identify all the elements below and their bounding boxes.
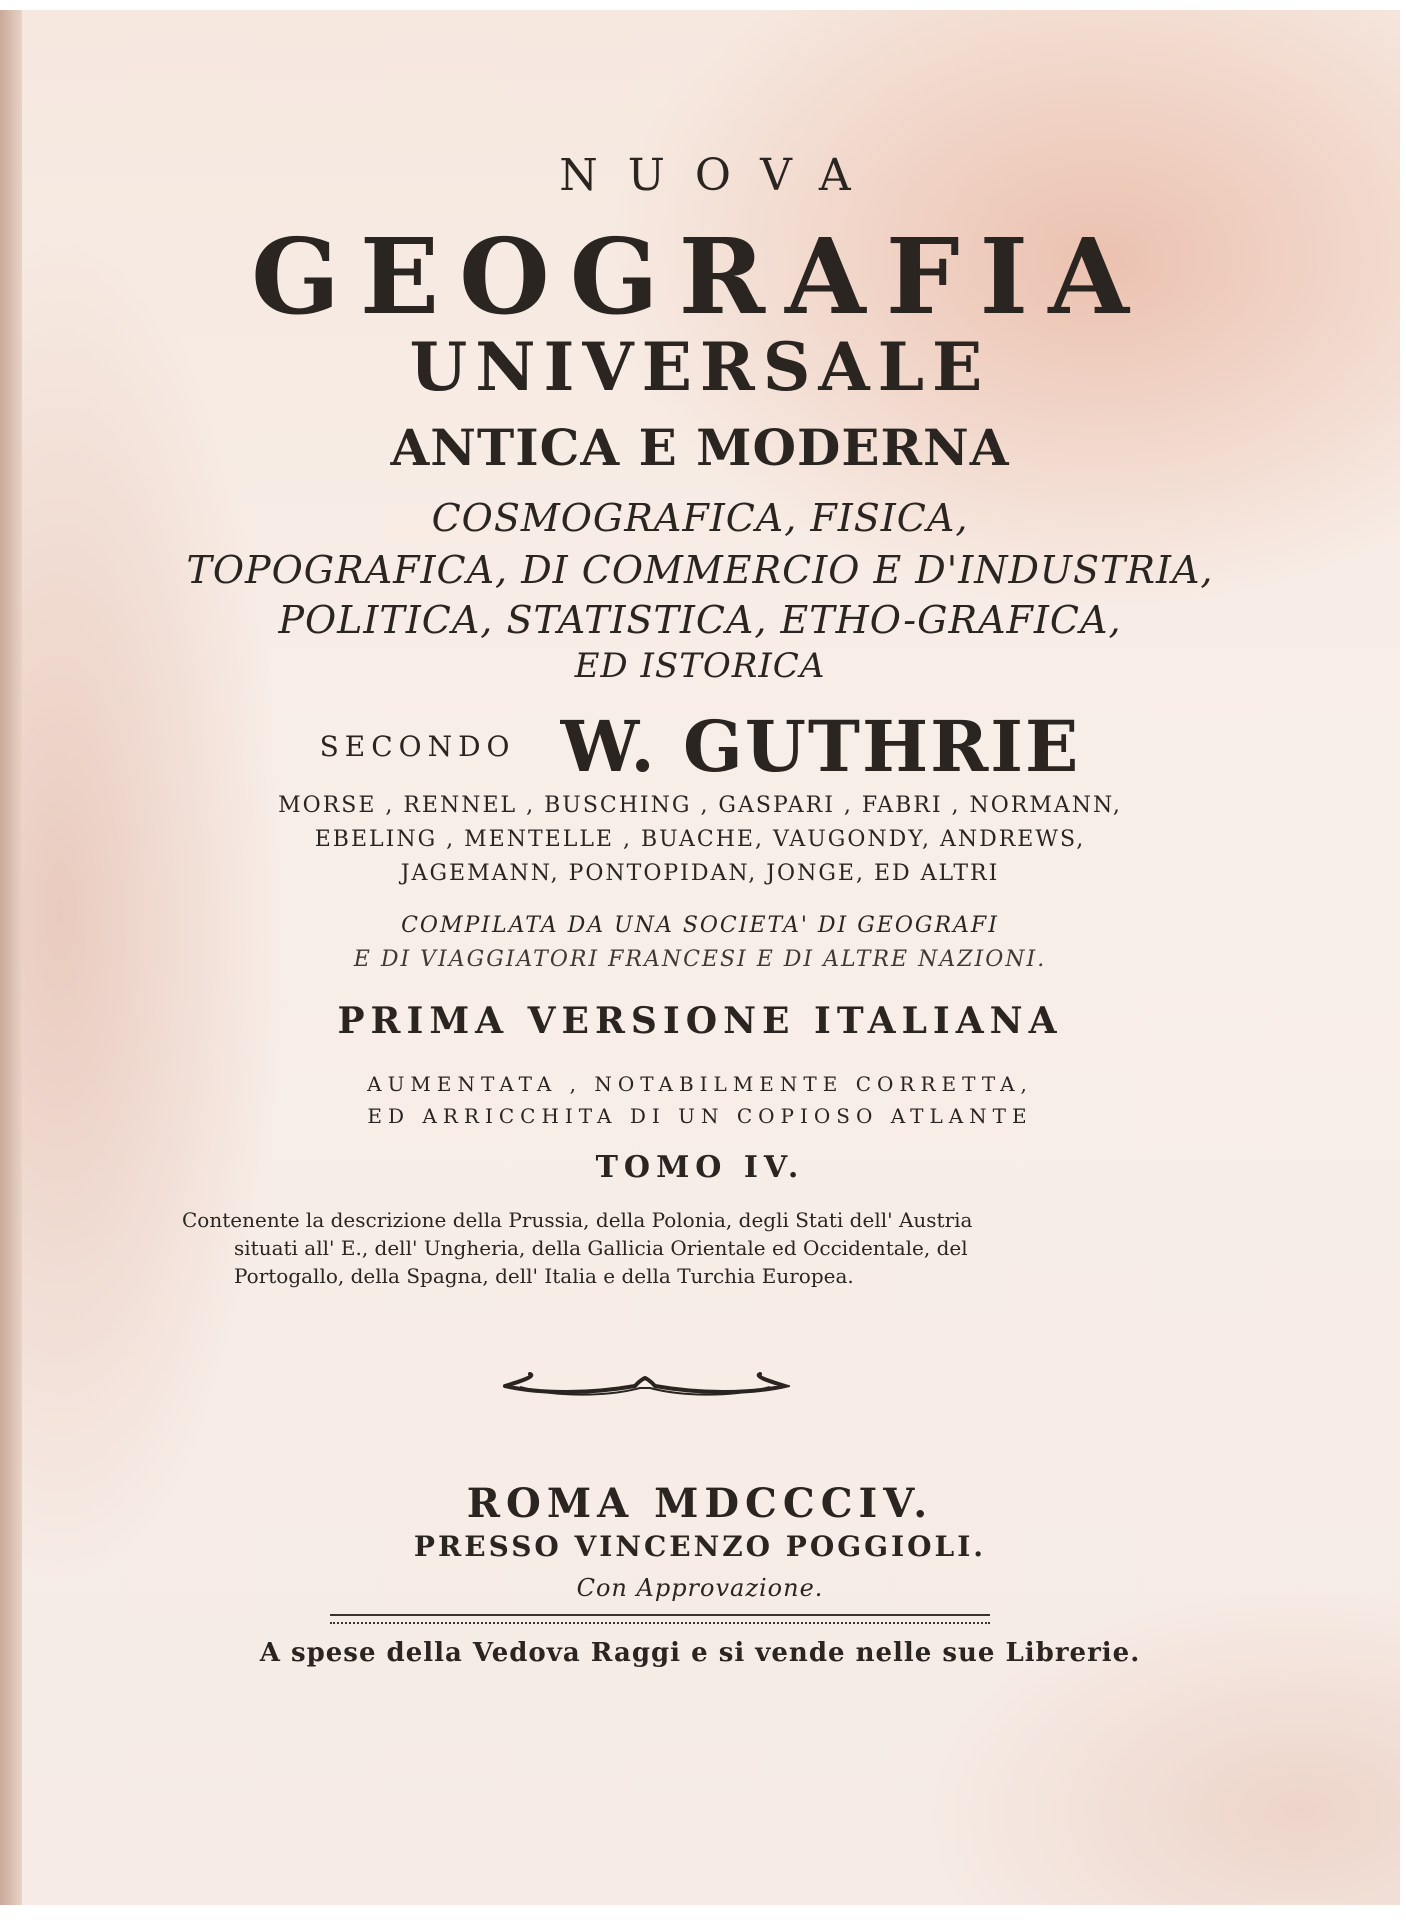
version-line: PRIMA VERSIONE ITALIANA <box>337 1000 1063 1042</box>
contents-line: Portogallo, della Spagna, dell' Italia e della Turchia Europea. <box>234 1264 854 1288</box>
augmented-line: AUMENTATA , NOTABILMENTE CORRETTA, <box>367 1072 1033 1096</box>
compiled-line: E DI VIAGGIATORI FRANCESI E DI ALTRE NAZIONI. <box>353 947 1047 972</box>
title-line-geografia: GEOGRAFIA <box>251 215 1149 338</box>
sale-note: A spese della Vedova Raggi e si vende nelle sue Librerie. <box>259 1638 1141 1668</box>
title-line-antica: ANTICA E MODERNA <box>390 418 1010 477</box>
contributors-line: EBELING , MENTELLE , BUACHE, VAUGONDY, ANDREWS, <box>314 827 1086 852</box>
title-line-universale: UNIVERSALE <box>409 328 991 406</box>
title-line-nuova: NUOVA <box>559 150 881 201</box>
title-page <box>0 10 1400 1905</box>
subtitle-line: COSMOGRAFICA, FISICA, <box>431 496 969 540</box>
author-line <box>0 705 1400 788</box>
decorative-rule <box>330 1614 990 1624</box>
ornament-divider-icon <box>500 1372 790 1402</box>
subtitle-line: TOPOGRAFICA, DI COMMERCIO E D'INDUSTRIA, <box>186 548 1214 592</box>
contributors-line: MORSE , RENNEL , BUSCHING , GASPARI , FABRI , NORMANN, <box>278 793 1122 818</box>
augmented-line: ED ARRICCHITA DI UN COPIOSO ATLANTE <box>367 1104 1033 1128</box>
contributors-line: JAGEMANN, PONTOPIDAN, JONGE, ED ALTRI <box>400 861 1000 886</box>
contents-paragraph <box>182 1206 1122 1290</box>
contents-line: Contenente la descrizione della Prussia, della Polonia, degli Stati dell' Austria <box>182 1208 973 1232</box>
compiled-line: COMPILATA DA UNA SOCIETA' DI GEOGRAFI <box>401 913 999 938</box>
imprint-printer: PRESSO VINCENZO POGGIOLI. <box>413 1530 987 1563</box>
volume-line: TOMO IV. <box>595 1150 805 1185</box>
subtitle-line: ED ISTORICA <box>574 646 826 686</box>
author-name: W. GUTHRIE <box>560 705 1081 788</box>
subtitle-line: POLITICA, STATISTICA, ETHO-GRAFICA, <box>278 598 1122 642</box>
approval-note: Con Approvazione. <box>576 1574 824 1602</box>
secondo-label: SECONDO <box>319 730 516 763</box>
contents-line: situati all' E., dell' Ungheria, della Gallicia Orientale ed Occidentale, del <box>234 1236 968 1260</box>
imprint-place: ROMA MDCCCIV. <box>466 1480 934 1527</box>
